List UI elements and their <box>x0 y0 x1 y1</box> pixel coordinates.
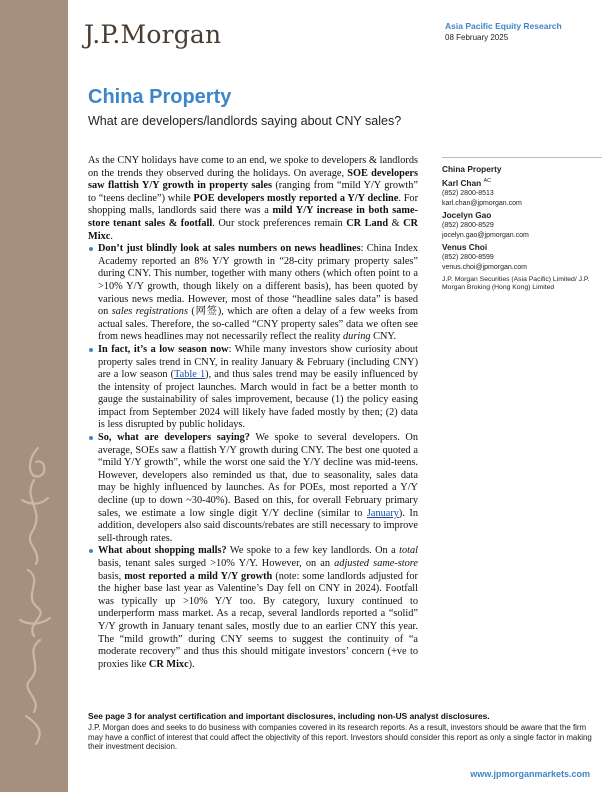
report-header-meta <box>445 21 562 43</box>
jpmorgan-logo: J.P.Morgan <box>84 20 222 49</box>
sidebar-band <box>0 0 68 792</box>
analyst-name: Venus Choi <box>442 241 488 252</box>
intro-paragraph: As the CNY holidays have come to an end, we spoke to developers & landlords on the trends they observed during the holidays. On average, SOE developers saw flattish Y/Y growth in property sales (ranging from “mild Y/Y growth” to “teens decline”) while POE developers mostly reported a Y/Y decline. For shopping malls, landlords said there was a mild Y/Y increase in both same-store tenant sales & footfall. Our stock preferences remain CR Land & CR Mixc. <box>88 155 419 242</box>
disclosure-block <box>88 711 600 752</box>
bullet-shopping-malls: What about shopping malls? We spoke to a few key landlords. On a total basis, tenant sales surged >10% Y/Y. However, on an adjusted same-store basis, most reported a mild Y/Y growth (note: some landlords adjusted for the higher base last year as Valentine’s Day fell on CNY in 2024). Footfall was typically up >10% Y/Y too. By category, luxury continued to underperform mass market. As a recap, several landlords reported a “solid” Y/Y growth in January tenant sales, mostly due to an earlier CNY this year. The “mild growth” during CNY seems to suggest the continuity of “a moderate recovery” and thus this should mitigate investors’ concern (+ve to proxies like CR Mixc). <box>88 545 418 671</box>
research-unit: Asia Pacific Equity Research <box>445 21 562 31</box>
january-link[interactable]: January <box>366 507 399 519</box>
footer-url[interactable]: www.jpmorganmarkets.com <box>470 769 590 779</box>
analyst-name: Jocelyn Gao <box>442 209 492 220</box>
analyst-phone: (852) 2800-8599 <box>442 253 494 261</box>
report-body <box>88 155 418 671</box>
analyst-firm: J.P. Morgan Securities (Asia Pacific) Limited/ J.P. Morgan Broking (Hong Kong) Limited <box>442 275 590 292</box>
report-date: 08 February 2025 <box>445 33 509 42</box>
bullet-developers: So, what are developers saying? We spoke to several developers. On average, SOEs saw a flattish Y/Y growth during CNY. The best one quoted a “mild Y/Y growth”, while the worst one said the Y/Y decline was mid-teens. However, developers also reminded us that, due to seasonality, sales data may be highly influenced by launches. As for POEs, most reported a Y/Y decline (up to down ~30-40%). Based on this, for overall February primary sales, we estimate a low single digit Y/Y decline (similar to January). In addition, developers also said discounts/rebates are still necessary to improve sell-through rates. <box>88 432 418 545</box>
bullet-headline-sales: Don’t just blindly look at sales numbers on news headlines: China Index Academy reported an 8% Y/Y growth in “28-city primary property sales” during CNY. This number, together with many others (which often point to a >10% Y/Y growth, though likely on a different basis), has been quoted by various news media. However, most of those “headline sales data” is based on sales registrations (网签), which are often a delay of a few weeks from actual sales. Therefore, the so-called “CNY property sales” data we often see from news headlines may not necessarily reflect the reality during CNY. <box>88 243 418 344</box>
report-subtitle: What are developers/landlords saying about CNY sales? <box>88 114 402 128</box>
analyst-phone: (852) 2800-8529 <box>442 221 494 229</box>
table-1-link[interactable]: Table 1 <box>174 369 206 381</box>
analyst-phone: (852) 2800-8513 <box>442 189 494 197</box>
analyst-box <box>442 157 602 293</box>
analyst-email[interactable]: venus.choi@jpmorgan.com <box>442 263 527 271</box>
analyst-email[interactable]: jocelyn.gao@jpmorgan.com <box>442 231 529 239</box>
report-title: China Property <box>88 86 232 108</box>
signature-watermark <box>8 440 60 750</box>
analyst-name: Karl Chan $^{AC}$ <box>442 177 492 188</box>
analyst-sector: China Property <box>442 164 502 174</box>
bullet-low-season: In fact, it’s a low season now: While many investors show curiosity about property sales trend in CNY, in reality January & February (including CNY) are a low season (Table 1), and thus sales trend may be easily influenced by the intensity of project launches. March would in fact be a better month to gauge the sustainability of sales improvement, because (1) the policy easing impact from September 2024 will likely have faded mostly by then; (2) data is less disrupted by public holidays. <box>88 344 418 432</box>
disclosure-headline: See page 3 for analyst certification and important disclosures, including non-US analyst disclosures. <box>88 711 490 721</box>
analyst-box-rule <box>442 157 602 158</box>
analyst-email[interactable]: karl.chan@jpmorgan.com <box>442 199 522 207</box>
disclosure-text: J.P. Morgan does and seeks to do business with companies covered in its research reports. As a result, investors should be aware that the firm may have a conflict of interest that could affect the objectivity of this report. Investors should consider this report as only a single factor in making their investment decision. <box>88 723 592 752</box>
